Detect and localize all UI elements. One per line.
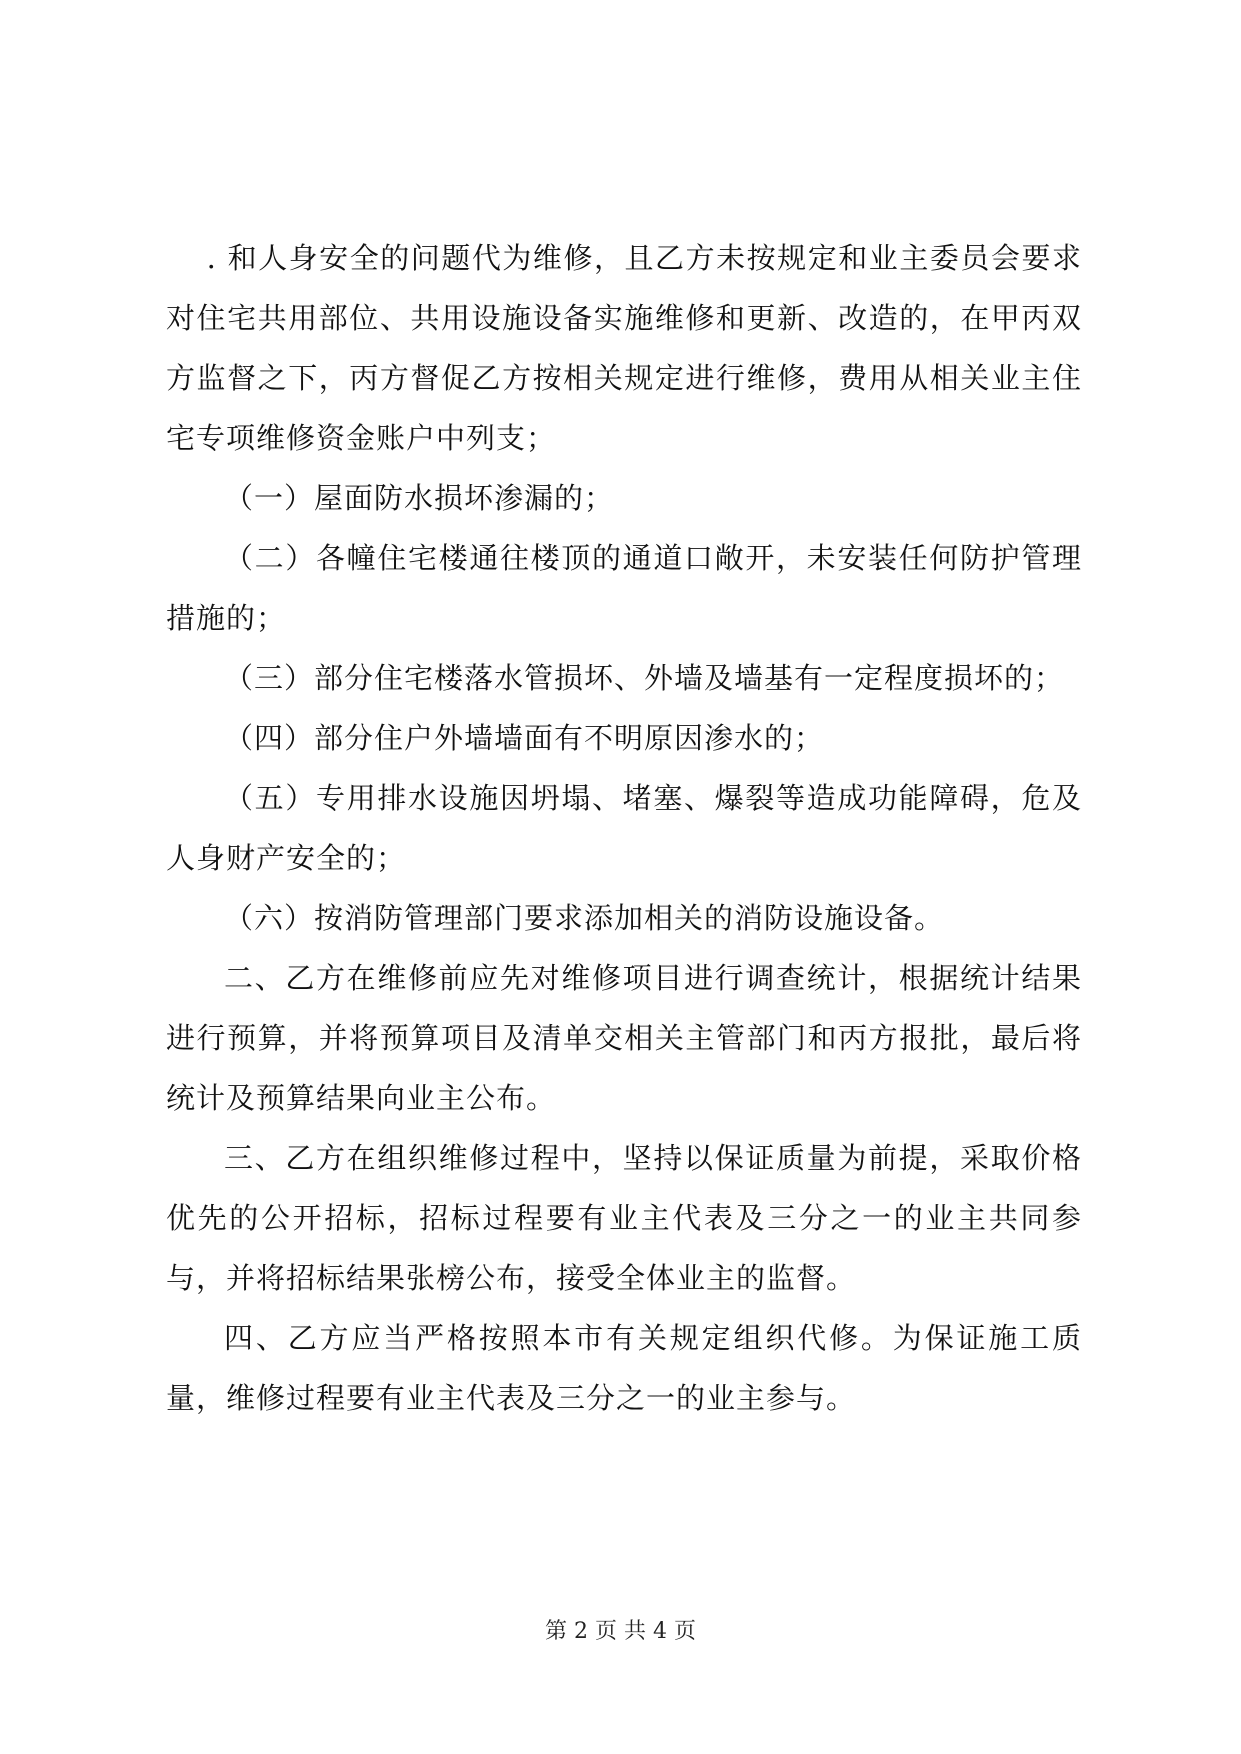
paragraph-continuation: . 和人身安全的问题代为维修，且乙方未按规定和业主委员会要求对住宅共用部位、共用设施设备实施维修和更新、改造的，在甲丙双方监督之下，丙方督促乙方按相关规定进行维修，费用从相关业主住宅专项维修资金账户中列支； — [166, 241, 1082, 455]
paragraph-section-3: 三、乙方在组织维修过程中，坚持以保证质量为前提，采取价格优先的公开招标，招标过程要有业主代表及三分之一的业主共同参与，并将招标结果张榜公布，接受全体业主的监督。 — [166, 1141, 1082, 1295]
paragraph-item-3: （三）部分住宅楼落水管损坏、外墙及墙基有一定程度损坏的； — [224, 661, 1065, 695]
document-body — [166, 228, 1082, 1428]
paragraph-item-5: （五）专用排水设施因坍塌、堵塞、爆裂等造成功能障碍，危及人身财产安全的； — [166, 781, 1082, 875]
paragraph-section-4: 四、乙方应当严格按照本市有关规定组织代修。为保证施工质量，维修过程要有业主代表及三分之一的业主参与。 — [166, 1321, 1082, 1415]
paragraph-item-2: （二）各幢住宅楼通往楼顶的通道口敞开，未安装任何防护管理措施的； — [166, 541, 1082, 635]
paragraph-item-6: （六）按消防管理部门要求添加相关的消防设施设备。 — [224, 901, 945, 935]
paragraph-section-2: 二、乙方在维修前应先对维修项目进行调查统计，根据统计结果进行预算，并将预算项目及清单交相关主管部门和丙方报批，最后将统计及预算结果向业主公布。 — [166, 961, 1082, 1115]
paragraph-item-4: （四）部分住户外墙墙面有不明原因渗水的； — [224, 721, 825, 755]
page-footer: 第 2 页 共 4 页 — [545, 1619, 696, 1644]
paragraph-item-1: （一）屋面防水损坏渗漏的； — [224, 481, 615, 515]
